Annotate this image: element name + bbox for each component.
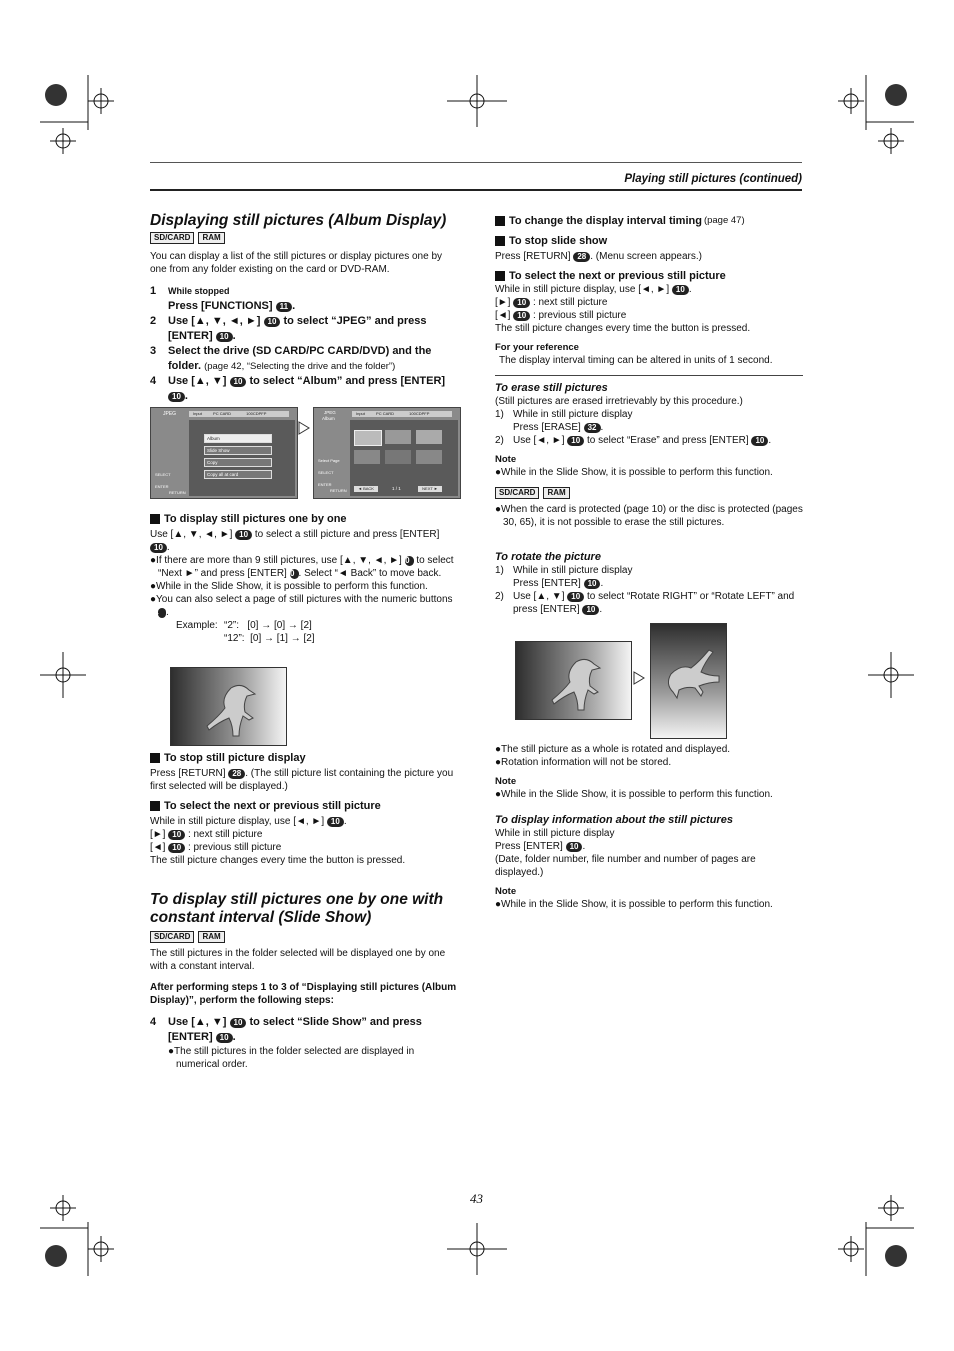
thumb <box>354 430 382 446</box>
dinosaur-icon <box>171 668 286 745</box>
osd-select-label: SELECT <box>318 470 334 475</box>
slideshow-title: To display still pictures one by one with constant interval (Slide Show) <box>150 891 444 926</box>
button-icon: 10 <box>566 842 583 852</box>
osd-select-label: SELECT <box>155 472 171 477</box>
erase-protect-text: ●When the card is protected (page 10) or the disc is protected (pages 30, 65), it is not possible to erase the still pictures. <box>495 504 803 528</box>
stop-display-title: To stop still picture display <box>150 751 458 765</box>
button-icon: 28 <box>573 252 590 262</box>
osd-screen-menu <box>150 407 298 499</box>
info-note-text: ●While in the Slide Show, it is possible to perform this function. <box>495 899 773 910</box>
rotate-step-2: 2) Use [▲, ▼] 10 to select “Rotate RIGHT” or “Rotate LEFT” and press [ENTER] 10 . <box>495 591 795 615</box>
button-icon: 10 <box>216 1033 233 1043</box>
example-label: Example: <box>176 620 218 631</box>
left-column <box>150 212 458 404</box>
button-icon: 11 <box>276 302 292 312</box>
right-column <box>495 214 805 367</box>
album-step-4: 4 Use [▲, ▼] 10 to select “Album” and press [ENTER] 10 . <box>150 375 446 402</box>
next-prev-line3: [◄] 10 : previous still picture <box>150 842 282 853</box>
thumb <box>416 450 442 464</box>
rotate-before-image <box>515 641 632 720</box>
info-line3: (Date, folder number, file number and number of pages are displayed.) <box>495 854 756 878</box>
album-step-3: 3 Select the drive (SD CARD/PC CARD/DVD) and the folder. (page 42, “Selecting the drive and the folder”) <box>150 345 432 372</box>
osd-top-bar: Input PC CARD 100CDPFP <box>352 411 452 417</box>
next-prev-right-line4: The still picture changes every time the button is pressed. <box>495 323 751 334</box>
erase-step-2: 2) Use [◄, ►] 10 to select “Erase” and press [ENTER] 10 . <box>495 435 772 446</box>
one-by-one-bullet3: ●You can also select a page of still pictures with the numeric buttons 4 . <box>150 594 453 618</box>
button-icon: 10 <box>230 1018 247 1028</box>
next-prev-right-line2: [►] 10 : next still picture <box>495 297 608 308</box>
rotate-note-text: ●While in the Slide Show, it is possible to perform this function. <box>495 789 773 800</box>
button-icon: 10 <box>405 556 414 566</box>
next-prev-line2: [►] 10 : next still picture <box>150 829 263 840</box>
arrow-right-icon <box>298 421 310 435</box>
album-intro: You can display a list of the still pictures or display pictures one by one from any folder existing on the card or DVD-RAM. <box>150 251 443 275</box>
stop-slide-text: Press [RETURN] 28 . (Menu screen appears.) <box>495 251 702 262</box>
erase-step-1: 1) While in still picture display Press [ERASE] 32 . <box>495 409 633 433</box>
thumb <box>416 430 442 444</box>
slideshow-step-4: 4 Use [▲, ▼] 10 to select “Slide Show” and press [ENTER] 10 . <box>150 1016 422 1043</box>
erase-note-title: Note <box>495 454 517 465</box>
osd-enter-label: ENTER <box>318 482 332 487</box>
album-tags <box>150 232 458 244</box>
album-title: Displaying still pictures (Album Display) <box>150 212 447 229</box>
button-icon: 10 <box>751 436 768 446</box>
rotate-title: To rotate the picture <box>495 551 601 563</box>
next-prev-title: To select the next or previous still picture <box>150 799 458 813</box>
one-by-one-bullet1: ●If there are more than 9 still pictures, use [▲, ▼, ◄, ►] 10 to select “Next ►” and press [ENTER] 10 . Select “◄ Back” to move back. <box>150 555 454 579</box>
dinosaur-icon <box>516 642 631 719</box>
button-icon: 32 <box>584 423 601 433</box>
button-icon: 10 <box>584 579 601 589</box>
button-icon: 10 <box>216 332 233 342</box>
album-step-1: 1 While stopped Press [FUNCTIONS] 11 . <box>150 285 296 312</box>
button-icon: 10 <box>290 569 299 579</box>
arrow-right-icon <box>633 671 645 685</box>
button-icon: 10 <box>582 605 599 615</box>
erase-title: To erase still pictures <box>495 382 608 394</box>
info-title: To display information about the still pictures <box>495 814 733 826</box>
osd-next: NEXT ► <box>418 486 442 492</box>
button-icon: 10 <box>513 311 530 321</box>
album-step-2: 2 Use [▲, ▼, ◄, ►] 10 to select “JPEG” and press [ENTER] 10 . <box>150 315 427 342</box>
button-icon: 10 <box>230 377 247 387</box>
next-prev-line4: The still picture changes every time the button is pressed. <box>150 855 406 866</box>
button-icon: 10 <box>672 285 689 295</box>
next-prev-right-line1: While in still picture display, use [◄, ►] 10 . <box>495 284 692 295</box>
osd-item-slideshow: Slide Show <box>204 446 272 455</box>
button-icon: 4 <box>158 608 166 618</box>
right-column-3 <box>495 550 805 616</box>
next-prev-title-right: To select the next or previous still picture <box>495 269 805 283</box>
reference-title: For your reference <box>495 342 579 353</box>
tag-ram: RAM <box>543 487 569 499</box>
erase-warning: (Still pictures are erased irretrievably by this procedure.) <box>495 396 743 407</box>
rotate-after-image <box>650 623 727 739</box>
one-by-one-line1: Use [▲, ▼, ◄, ►] 10 to select a still picture and press [ENTER] 10 . <box>150 529 440 553</box>
still-picture-image <box>170 667 287 746</box>
osd-enter-label: ENTER <box>155 484 169 489</box>
rotate-note-title: Note <box>495 776 517 787</box>
left-column-2 <box>150 512 458 645</box>
rotate-bullet2: ●Rotation information will not be stored. <box>495 757 672 768</box>
tag-sdcard: SD/CARD <box>150 931 194 943</box>
button-icon: 10 <box>235 530 252 540</box>
button-icon: 28 <box>228 769 245 779</box>
rotate-step-1: 1) While in still picture display Press [ENTER] 10 . <box>495 565 633 589</box>
dinosaur-icon <box>651 624 726 738</box>
osd-screen-album <box>313 407 461 499</box>
section-divider <box>495 375 803 376</box>
osd-return-label: RETURN <box>330 488 347 493</box>
osd-subtitle: Album <box>322 416 335 421</box>
stop-display-text: Press [RETURN] 28 . (The still picture list containing the picture you first selected will be displayed.) <box>150 768 454 792</box>
one-by-one-bullet2: ●While in the Slide Show, it is possible to perform this function. <box>150 581 428 592</box>
interval-title: To change the display interval timing (page 47) <box>495 214 805 228</box>
osd-item-copy-all: Copy all at card <box>204 470 272 479</box>
osd-back: ◄ BACK <box>354 486 378 492</box>
right-column-2 <box>495 381 805 529</box>
info-line2: Press [ENTER] 10 . <box>495 841 586 852</box>
thumb <box>385 450 411 464</box>
osd-title: JPEG <box>163 411 177 417</box>
next-prev-right-line3: [◄] 10 : previous still picture <box>495 310 627 321</box>
button-icon: 10 <box>567 436 584 446</box>
stop-slide-title: To stop slide show <box>495 234 805 248</box>
reference-text: The display interval timing can be altered in units of 1 second. <box>499 355 773 366</box>
button-icon: 10 <box>150 543 167 553</box>
page-header-title: Playing still pictures (continued) <box>624 173 802 185</box>
slideshow-after: After performing steps 1 to 3 of “Displaying still pictures (Album Display)”, perform the following steps: <box>150 982 457 1006</box>
tag-sdcard: SD/CARD <box>150 232 194 244</box>
button-icon: 10 <box>327 817 344 827</box>
next-prev-line1: While in still picture display, use [◄, ►] 10 . <box>150 816 347 827</box>
slideshow-tags <box>150 931 458 943</box>
right-column-4 <box>495 743 805 911</box>
button-icon: 10 <box>513 298 530 308</box>
header-rule-top <box>150 162 802 163</box>
one-by-one-title: To display still pictures one by one <box>150 512 458 526</box>
example-block <box>176 619 458 645</box>
erase-note-text: ●While in the Slide Show, it is possible to perform this function. <box>495 467 773 478</box>
button-icon: 10 <box>168 830 185 840</box>
left-column-3 <box>150 751 458 1071</box>
thumb <box>385 430 411 444</box>
button-icon: 10 <box>168 843 185 853</box>
slideshow-bullet: ●The still pictures in the folder selected are displayed in numerical order. <box>168 1046 415 1070</box>
osd-page: 1 / 1 <box>392 486 401 491</box>
erase-tags <box>495 487 805 499</box>
tag-ram: RAM <box>198 232 224 244</box>
rotate-bullet1: ●The still picture as a whole is rotated and displayed. <box>495 744 731 755</box>
button-icon: 10 <box>567 592 584 602</box>
slideshow-intro: The still pictures in the folder selected will be displayed one by one with a constant interval. <box>150 948 446 972</box>
thumb <box>354 450 380 464</box>
osd-select-page: Select Page <box>318 458 340 463</box>
tag-ram: RAM <box>198 931 224 943</box>
tag-sdcard: SD/CARD <box>495 487 539 499</box>
info-note-title: Note <box>495 886 517 897</box>
page-number: 43 <box>470 1191 483 1206</box>
osd-item-copy: Copy <box>204 458 272 467</box>
button-icon: 10 <box>168 392 185 402</box>
osd-top-bar: Input PC CARD 100CDPFP <box>189 411 289 417</box>
example-lines: “2”: [0] → [0] → [2] “12”: [0] → [1] → [2] <box>224 620 315 644</box>
header-rule-bottom <box>150 189 802 191</box>
osd-title: JPEG <box>324 410 336 415</box>
osd-item-album: Album <box>204 434 272 443</box>
info-line1: While in still picture display <box>495 828 615 839</box>
osd-return-label: RETURN <box>169 490 186 495</box>
button-icon: 10 <box>264 317 281 327</box>
